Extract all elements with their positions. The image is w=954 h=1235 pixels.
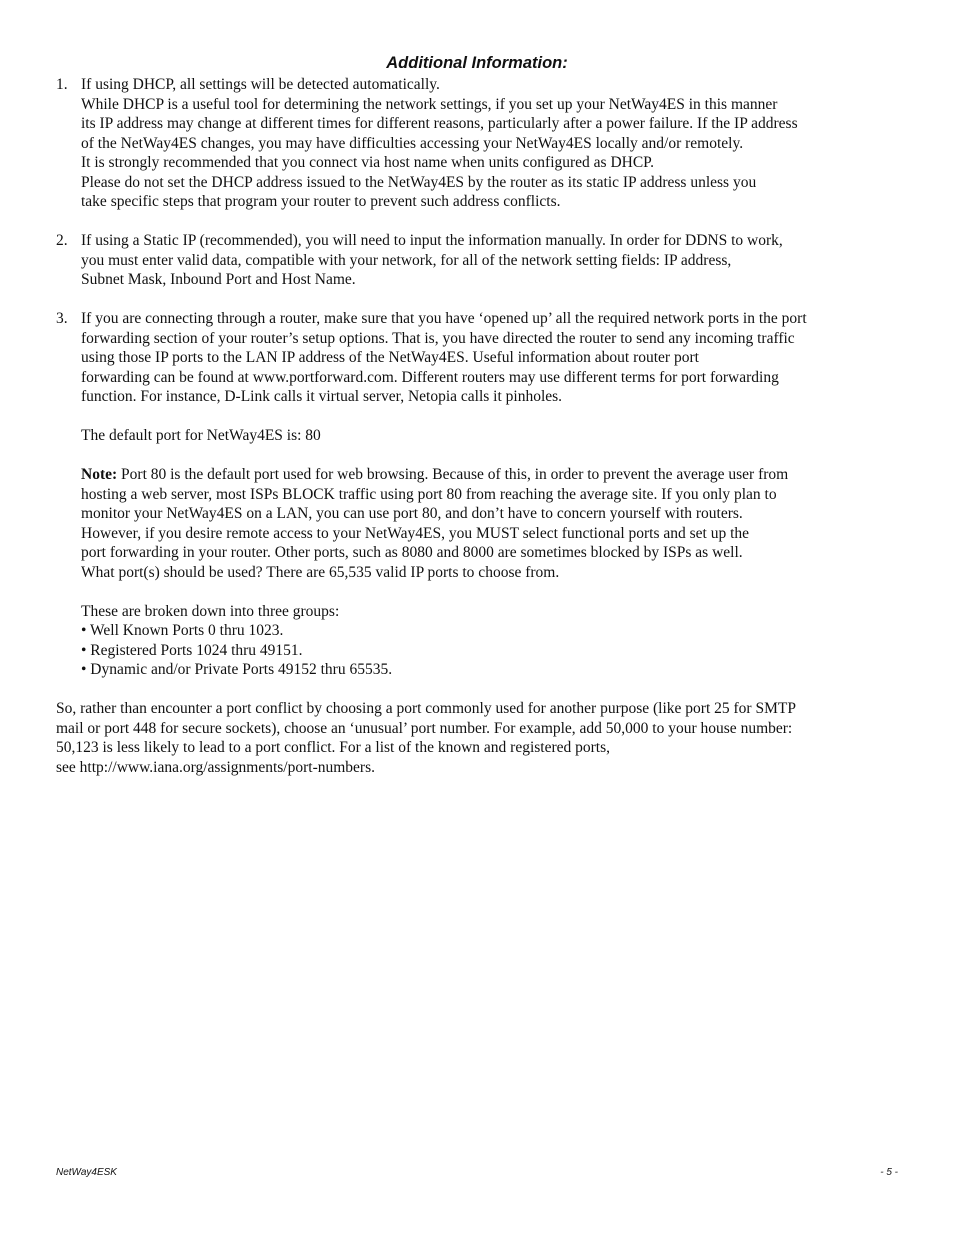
footer-page-number: - 5 - — [880, 1167, 898, 1178]
list-number: 3. — [56, 310, 68, 327]
paragraph-line: see http://www.iana.org/assignments/port-numbers. — [56, 758, 375, 776]
paragraph-line: function. For instance, D-Link calls it virtual server, Netopia calls it pinholes. — [81, 388, 563, 405]
note-line: However, if you desire remote access to your NetWay4ES, you MUST select functional ports and set up the — [81, 524, 750, 542]
paragraph-line: If using a Static IP (recommended), you will need to input the information manually. In order for DDNS to work, — [81, 232, 783, 249]
paragraph-line: 50,123 is less likely to lead to a port conflict. For a list of the known and registered ports, — [56, 739, 611, 756]
note-label: Note: — [81, 466, 118, 483]
default-port-text: The default port for NetWay4ES is: 80 — [81, 427, 321, 444]
bullet-item: • Well Known Ports 0 thru 1023. — [81, 622, 284, 639]
closing-paragraph — [56, 699, 906, 777]
groups-intro: These are broken down into three groups: — [81, 602, 340, 620]
list-number: 2. — [56, 232, 68, 249]
paragraph-line: Please do not set the DHCP address issued to the NetWay4ES by the router as its static IP address unless you — [81, 173, 757, 191]
bullet-item: • Dynamic and/or Private Ports 49152 thru 65535. — [81, 661, 393, 678]
note-line: hosting a web server, most ISPs BLOCK traffic using port 80 from reaching the average site. If you only plan to — [81, 485, 777, 503]
note-line: What port(s) should be used? There are 65,535 valid IP ports to choose from. — [81, 563, 560, 581]
note-line: monitor your NetWay4ES on a LAN, you can use port 80, and don’t have to concern yourself with routers. — [81, 505, 743, 522]
body-text — [56, 75, 906, 777]
paragraph-line: While DHCP is a useful tool for determining the network settings, if you set up your NetWay4ES in this manner — [81, 95, 778, 113]
footer-product-name: NetWay4ESK — [56, 1167, 117, 1178]
paragraph-line: its IP address may change at different times for different reasons, particularly after a power failure. If the IP address — [81, 115, 798, 132]
list-number: 1. — [56, 76, 68, 93]
paragraph-line: mail or port 448 for secure sockets), choose an ‘unusual’ port number. For example, add 50,000 to your house number: — [56, 719, 793, 737]
list-item-1 — [56, 75, 906, 212]
paragraph-line: of the NetWay4ES changes, you may have difficulties accessing your NetWay4ES locally and/or remotely. — [81, 134, 744, 152]
note-text: Port 80 is the default port used for web browsing. Because of this, in order to prevent the average user from — [117, 466, 789, 483]
paragraph-line: forwarding section of your router’s setup options. That is, you have directed the router to send any incoming traffic — [81, 329, 795, 347]
paragraph-line: It is strongly recommended that you connect via host name when units configured as DHCP. — [81, 154, 654, 171]
paragraph-line: take specific steps that program your router to prevent such address conflicts. — [81, 193, 561, 210]
list-item-2 — [56, 231, 906, 290]
paragraph-line: forwarding can be found at www.portforward.com. Different routers may use different terms for port forwarding — [81, 368, 779, 386]
list-item-3 — [56, 309, 906, 680]
bullet-item: • Registered Ports 1024 thru 49151. — [81, 641, 303, 659]
paragraph-line: If you are connecting through a router, make sure that you have ‘opened up’ all the required network ports in the port — [81, 310, 807, 327]
paragraph-line: using those IP ports to the LAN IP address of the NetWay4ES. Useful information about router port — [81, 349, 699, 366]
paragraph-line: Subnet Mask, Inbound Port and Host Name. — [81, 271, 356, 288]
paragraph-line: you must enter valid data, compatible with your network, for all of the network setting fields: IP address, — [81, 251, 732, 269]
note-line: port forwarding in your router. Other ports, such as 8080 and 8000 are sometimes blocked by ISPs as well. — [81, 544, 743, 561]
paragraph-line: If using DHCP, all settings will be detected automatically. — [81, 76, 440, 93]
note-line — [81, 465, 906, 485]
paragraph-line: So, rather than encounter a port conflict by choosing a port commonly used for another purpose (like port 25 for SMTP — [56, 700, 796, 717]
page-title: Additional Information: — [386, 54, 568, 72]
